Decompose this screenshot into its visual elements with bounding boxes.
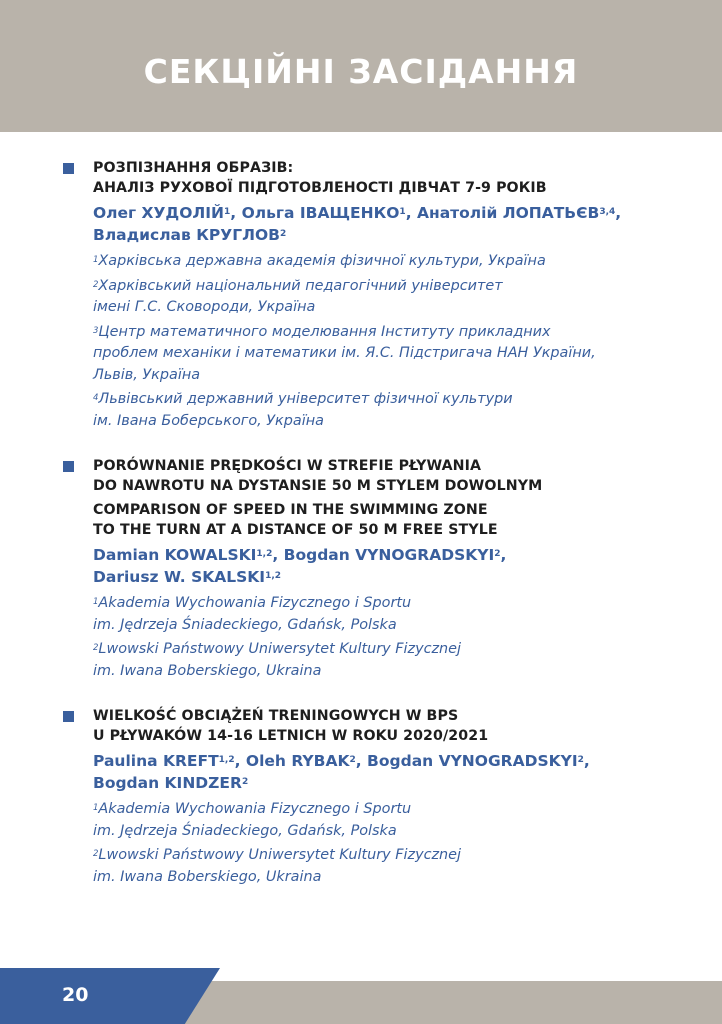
entry-title-line: РОЗПІЗНАННЯ ОБРАЗІВ: — [93, 160, 294, 176]
entry-title-line: WIELKOŚĆ OBCIĄŻEŃ TRENINGOWYCH W BPS — [93, 708, 459, 724]
affiliation-line — [93, 845, 692, 867]
affiliation — [93, 593, 692, 636]
affiliation-line — [93, 799, 692, 821]
author-line — [93, 772, 692, 794]
entry-title — [93, 706, 692, 746]
entry-title-line: PORÓWNANIE PRĘDKOŚCI W STREFIE PŁYWANIA — [93, 458, 482, 474]
affiliation-text: Харківський національний педагогічний університет — [98, 277, 503, 294]
author-separator: , — [500, 546, 507, 564]
entry-title-line: DO NAWROTU NA DYSTANSIE 50 M STYLEM DOWOLNYM — [93, 478, 543, 494]
affiliation-line — [93, 343, 692, 365]
author-name: Dariusz W. SKALSKI — [93, 568, 266, 586]
entry-authors — [93, 750, 692, 794]
affiliation-mark: 2 — [93, 849, 99, 859]
affiliation — [93, 276, 692, 319]
affiliation-line — [93, 297, 692, 319]
entry-authors — [93, 544, 692, 588]
author-separator: , — [230, 204, 242, 222]
author-name: Bogdan VYNOGRADSKYI — [367, 752, 578, 770]
affiliation-text: Lwowski Państwowy Uniwersytet Kultury Fizycznej — [98, 641, 462, 657]
affiliation-text: проблем механіки і математики ім. Я.С. Підстригача НАН України, — [93, 345, 596, 361]
author-line — [93, 566, 692, 588]
affiliation — [93, 322, 692, 387]
affiliation-text: Львів, Україна — [93, 366, 201, 383]
entry-title-line: АНАЛІЗ РУХОВОЇ ПІДГОТОВЛЕНОСТІ ДІВЧАТ 7-9 РОКІВ — [93, 180, 547, 196]
affiliation-mark: 2 — [93, 279, 99, 290]
author-separator: , — [272, 546, 284, 564]
entry-subtitle-line: COMPARISON OF SPEED IN THE SWIMMING ZONE — [93, 502, 488, 518]
author-name: Ольга ІВАЩЕНКО — [241, 204, 400, 222]
affiliation-text: im. Iwana Boberskiego, Ukraina — [93, 868, 322, 885]
affiliation-line — [93, 821, 692, 843]
affiliation-text: im. Iwana Boberskiego, Ukraina — [93, 662, 322, 679]
author-affiliation-mark: 1,2 — [256, 549, 273, 559]
author-name: Damian KOWALSKI — [93, 546, 257, 564]
affiliation-mark: 1 — [93, 255, 99, 265]
entry-title-line: U PŁYWAKÓW 14-16 LETNICH W ROKU 2020/2021 — [93, 728, 489, 744]
affiliation — [93, 799, 692, 842]
affiliation-text: імені Г.С. Сковороди, Україна — [93, 299, 316, 315]
page-title: СЕКЦІЙНІ ЗАСІДАННЯ — [143, 52, 579, 91]
affiliation — [93, 845, 692, 888]
session-entry — [0, 456, 722, 682]
affiliation-mark: 3 — [93, 325, 99, 336]
affiliation-line — [93, 867, 692, 889]
affiliation-text: Центр математичного моделювання Інституту прикладних — [98, 323, 551, 340]
affiliation-text: im. Jędrzeja Śniadeckiego, Gdańsk, Polska — [93, 616, 397, 633]
affiliation-line — [93, 276, 692, 298]
affiliation — [93, 639, 692, 682]
author-name: Paulina KREFT — [93, 752, 219, 770]
affiliation-line — [93, 365, 692, 387]
affiliation-text: im. Jędrzeja Śniadeckiego, Gdańsk, Polska — [93, 822, 397, 839]
affiliation-line — [93, 411, 692, 433]
author-name: Oleh RYBAK — [245, 752, 350, 770]
author-line — [93, 544, 692, 566]
author-affiliation-mark: 3,4 — [599, 207, 616, 217]
author-affiliation-mark: 2 — [349, 755, 356, 765]
author-affiliation-mark: 2 — [279, 229, 287, 239]
author-affiliation-mark: 1,2 — [265, 571, 282, 581]
page-number: 20 — [62, 984, 89, 1006]
author-name: Владислав КРУГЛОВ — [93, 226, 280, 244]
author-affiliation-mark: 2 — [494, 549, 501, 559]
sessions-list — [0, 158, 722, 912]
session-entry — [0, 158, 722, 432]
entry-authors — [93, 202, 692, 246]
affiliation-mark: 1 — [93, 597, 99, 607]
entry-subtitle-line: TO THE TURN AT A DISTANCE OF 50 M FREE STYLE — [93, 522, 498, 538]
affiliation-line — [93, 389, 692, 411]
entry-subtitle — [93, 500, 692, 540]
affiliation-line — [93, 661, 692, 683]
affiliation-text: Akademia Wychowania Fizycznego i Sportu — [98, 801, 412, 817]
author-affiliation-mark: 1,2 — [218, 755, 235, 765]
author-affiliation-mark: 2 — [241, 777, 249, 787]
session-entry — [0, 706, 722, 888]
author-affiliation-mark: 1 — [224, 207, 231, 217]
footer-accent-shape — [0, 968, 220, 1024]
author-line — [93, 750, 692, 772]
affiliation-text: Львівський державний університет фізичної культури — [98, 391, 513, 407]
author-separator: , — [615, 204, 622, 222]
affiliation — [93, 251, 692, 273]
affiliation-text: ім. Івана Боберського, Україна — [93, 412, 324, 429]
author-line — [93, 224, 692, 246]
affiliation-text: Харківська державна академія фізичної культури, Україна — [98, 253, 546, 269]
affiliation-mark: 1 — [93, 803, 99, 813]
author-separator: , — [234, 752, 246, 770]
author-affiliation-mark: 2 — [577, 755, 584, 765]
square-bullet-icon — [63, 711, 74, 722]
author-separator: , — [583, 752, 590, 770]
affiliation-line — [93, 615, 692, 637]
affiliation-mark: 2 — [93, 643, 99, 653]
affiliation-line — [93, 251, 692, 273]
affiliation — [93, 389, 692, 432]
author-name: Олег ХУДОЛІЙ — [93, 204, 225, 222]
author-name: Bogdan VYNOGRADSKYI — [283, 546, 495, 564]
square-bullet-icon — [63, 461, 74, 472]
affiliation-line — [93, 593, 692, 615]
entry-title — [93, 456, 692, 496]
affiliation-text: Lwowski Państwowy Uniwersytet Kultury Fizycznej — [98, 847, 462, 863]
author-separator: , — [405, 204, 417, 222]
author-affiliation-mark: 1 — [399, 207, 406, 217]
author-line — [93, 202, 692, 224]
affiliation-line — [93, 639, 692, 661]
affiliation-text: Akademia Wychowania Fizycznego i Sportu — [98, 595, 412, 611]
author-name: Анатолій ЛОПАТЬЄВ — [416, 204, 600, 222]
author-separator: , — [355, 752, 368, 770]
author-name: Bogdan KINDZER — [93, 774, 242, 792]
affiliation-line — [93, 322, 692, 344]
affiliation-mark: 4 — [93, 393, 99, 403]
square-bullet-icon — [63, 163, 74, 174]
entry-title — [93, 158, 692, 198]
